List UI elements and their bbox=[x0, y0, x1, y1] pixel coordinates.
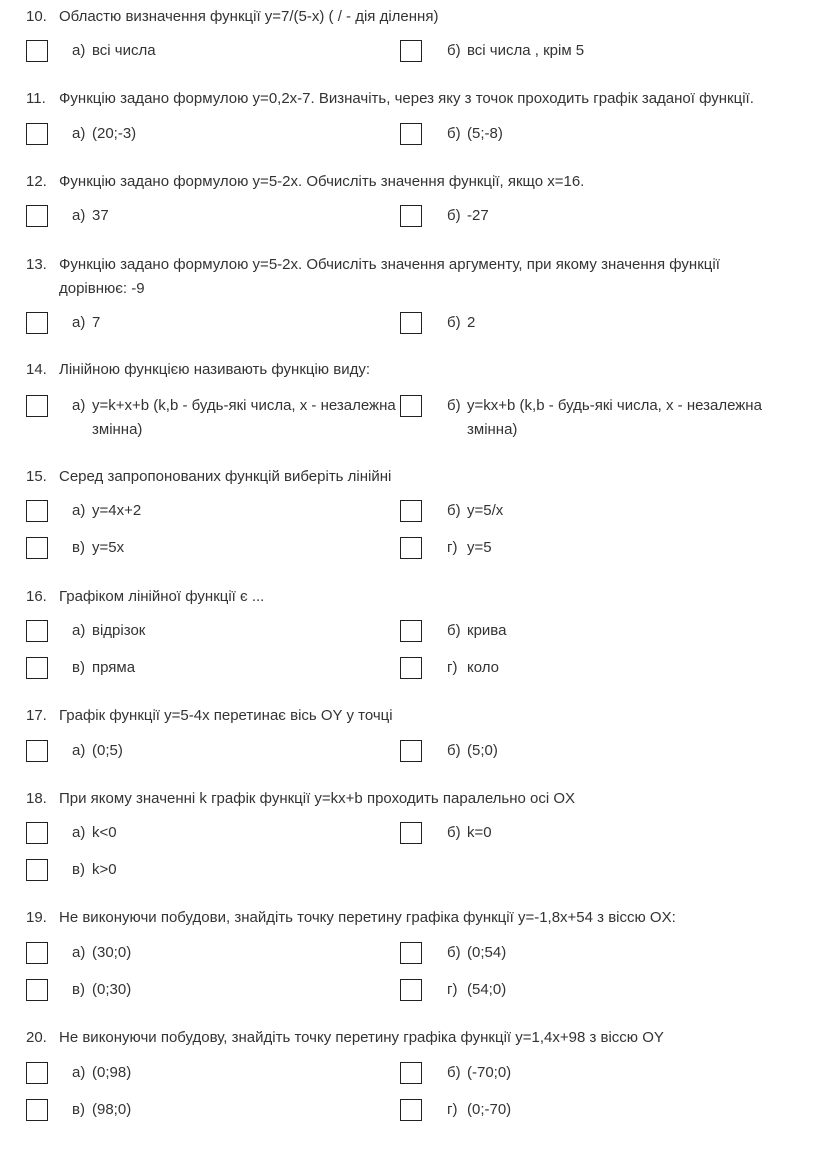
option-letter: а) bbox=[72, 622, 86, 639]
checkbox[interactable] bbox=[400, 1062, 422, 1084]
question-number: 10. bbox=[26, 8, 47, 25]
question-text: Серед запропонованих функцій виберіть лінійні bbox=[59, 468, 392, 485]
checkbox[interactable] bbox=[26, 822, 48, 844]
question-number: 18. bbox=[26, 790, 47, 807]
option-letter: г) bbox=[447, 981, 458, 998]
checkbox[interactable] bbox=[26, 312, 48, 334]
option-text: y=4x+2 bbox=[92, 502, 142, 519]
question-number: 19. bbox=[26, 909, 47, 926]
option-letter: а) bbox=[72, 1064, 86, 1081]
option-text: (30;0) bbox=[92, 944, 132, 961]
checkbox[interactable] bbox=[26, 1062, 48, 1084]
question-text: Функцію задано формулою y=5-2x. Обчисліть значення функції, якщо x=16. bbox=[59, 173, 585, 190]
option-letter: б) bbox=[447, 42, 461, 59]
option-text: (20;-3) bbox=[92, 125, 137, 142]
question-number: 17. bbox=[26, 707, 47, 724]
option-letter: г) bbox=[447, 539, 458, 556]
checkbox[interactable] bbox=[26, 979, 48, 1001]
question-text: Графіком лінійної функції є ... bbox=[59, 588, 265, 605]
option-letter: б) bbox=[447, 125, 461, 142]
checkbox[interactable] bbox=[400, 395, 422, 417]
option-letter: б) bbox=[447, 502, 461, 519]
question-number: 14. bbox=[26, 361, 47, 378]
question-text: Функцію задано формулою y=0,2x-7. Визначіть, через яку з точок проходить графік заданої функції. bbox=[59, 90, 754, 107]
option-letter: б) bbox=[447, 944, 461, 961]
option-letter: а) bbox=[72, 824, 86, 841]
checkbox[interactable] bbox=[400, 205, 422, 227]
checkbox[interactable] bbox=[26, 657, 48, 679]
checkbox[interactable] bbox=[26, 40, 48, 62]
option-letter: г) bbox=[447, 1101, 458, 1118]
option-text: 37 bbox=[92, 207, 109, 224]
option-text: (98;0) bbox=[92, 1101, 132, 1118]
option-letter: б) bbox=[447, 207, 461, 224]
option-text: (0;-70) bbox=[467, 1101, 512, 1118]
option-text: всі числа , крім 5 bbox=[467, 42, 585, 59]
question-number: 20. bbox=[26, 1029, 47, 1046]
checkbox[interactable] bbox=[26, 1099, 48, 1121]
option-letter: в) bbox=[72, 1101, 85, 1118]
checkbox[interactable] bbox=[400, 740, 422, 762]
checkbox[interactable] bbox=[26, 942, 48, 964]
option-letter: б) bbox=[447, 622, 461, 639]
option-text: (-70;0) bbox=[467, 1064, 512, 1081]
checkbox[interactable] bbox=[400, 40, 422, 62]
option-text: (5;-8) bbox=[467, 125, 503, 142]
option-letter: в) bbox=[72, 861, 85, 878]
option-text: y=5x bbox=[92, 539, 125, 556]
option-text: коло bbox=[467, 659, 500, 676]
option-letter: б) bbox=[447, 742, 461, 759]
option-letter: а) bbox=[72, 207, 86, 224]
checkbox[interactable] bbox=[26, 859, 48, 881]
option-text: (0;5) bbox=[92, 742, 123, 759]
option-letter: б) bbox=[447, 397, 461, 414]
option-text: k=0 bbox=[467, 824, 492, 841]
question-number: 15. bbox=[26, 468, 47, 485]
checkbox[interactable] bbox=[400, 312, 422, 334]
option-text: (54;0) bbox=[467, 981, 507, 998]
checkbox[interactable] bbox=[26, 740, 48, 762]
question-text: Лінійною функцією називають функцію виду: bbox=[59, 361, 370, 378]
option-text: крива bbox=[467, 622, 507, 639]
checkbox[interactable] bbox=[400, 657, 422, 679]
option-letter: а) bbox=[72, 944, 86, 961]
question-text: Не виконуючи побудову, знайдіть точку перетину графіка функції y=1,4x+98 з віссю OY bbox=[59, 1029, 664, 1046]
option-text: (0;98) bbox=[92, 1064, 132, 1081]
option-letter: б) bbox=[447, 824, 461, 841]
checkbox[interactable] bbox=[400, 620, 422, 642]
option-letter: в) bbox=[72, 659, 85, 676]
checkbox[interactable] bbox=[400, 123, 422, 145]
option-letter: б) bbox=[447, 1064, 461, 1081]
option-letter: в) bbox=[72, 539, 85, 556]
question-number: 13. bbox=[26, 256, 47, 273]
option-text: пряма bbox=[92, 659, 136, 676]
option-text: k>0 bbox=[92, 861, 117, 878]
option-text: відрізок bbox=[92, 622, 146, 639]
option-letter: а) bbox=[72, 125, 86, 142]
question-text: При якому значенні k графік функції y=kx+b проходить паралельно осі OX bbox=[59, 790, 576, 807]
option-letter: г) bbox=[447, 659, 458, 676]
question-text: Не виконуючи побудови, знайдіть точку перетину графіка функції y=-1,8x+54 з віссю OX: bbox=[59, 909, 676, 926]
option-text: y=kx+b (k,b - будь-які числа, x - незалежна змінна) bbox=[467, 397, 762, 438]
option-letter: а) bbox=[72, 314, 86, 331]
option-text: (5;0) bbox=[467, 742, 498, 759]
option-text: k<0 bbox=[92, 824, 117, 841]
checkbox[interactable] bbox=[400, 1099, 422, 1121]
question-text: Областю визначення функції y=7/(5-x) ( / - дія ділення) bbox=[59, 8, 439, 25]
option-text: всі числа bbox=[92, 42, 156, 59]
checkbox[interactable] bbox=[400, 537, 422, 559]
option-text: (0;30) bbox=[92, 981, 132, 998]
option-text: (0;54) bbox=[467, 944, 507, 961]
option-text: 7 bbox=[92, 314, 101, 331]
option-letter: а) bbox=[72, 502, 86, 519]
option-letter: а) bbox=[72, 742, 86, 759]
checkbox[interactable] bbox=[26, 537, 48, 559]
checkbox[interactable] bbox=[400, 822, 422, 844]
question-number: 12. bbox=[26, 173, 47, 190]
checkbox[interactable] bbox=[26, 123, 48, 145]
checkbox[interactable] bbox=[26, 205, 48, 227]
option-text: -27 bbox=[467, 207, 489, 224]
checkbox[interactable] bbox=[400, 979, 422, 1001]
option-letter: а) bbox=[72, 397, 86, 414]
option-text: y=k+x+b (k,b - будь-які числа, x - незалежна змінна) bbox=[92, 397, 396, 438]
question-text: Графік функції y=5-4x перетинає вісь OY у точці bbox=[59, 707, 393, 724]
question-number: 16. bbox=[26, 588, 47, 605]
checkbox[interactable] bbox=[26, 500, 48, 522]
option-text: y=5 bbox=[467, 539, 492, 556]
question-text: Функцію задано формулою y=5-2x. Обчисліть значення аргументу, при якому значення функції дорівнює: -9 bbox=[59, 256, 720, 297]
checkbox[interactable] bbox=[400, 942, 422, 964]
checkbox[interactable] bbox=[26, 620, 48, 642]
checkbox[interactable] bbox=[26, 395, 48, 417]
option-letter: в) bbox=[72, 981, 85, 998]
option-letter: а) bbox=[72, 42, 86, 59]
question-number: 11. bbox=[26, 90, 46, 107]
option-text: 2 bbox=[467, 314, 476, 331]
option-text: y=5/x bbox=[467, 502, 504, 519]
checkbox[interactable] bbox=[400, 500, 422, 522]
option-letter: б) bbox=[447, 314, 461, 331]
